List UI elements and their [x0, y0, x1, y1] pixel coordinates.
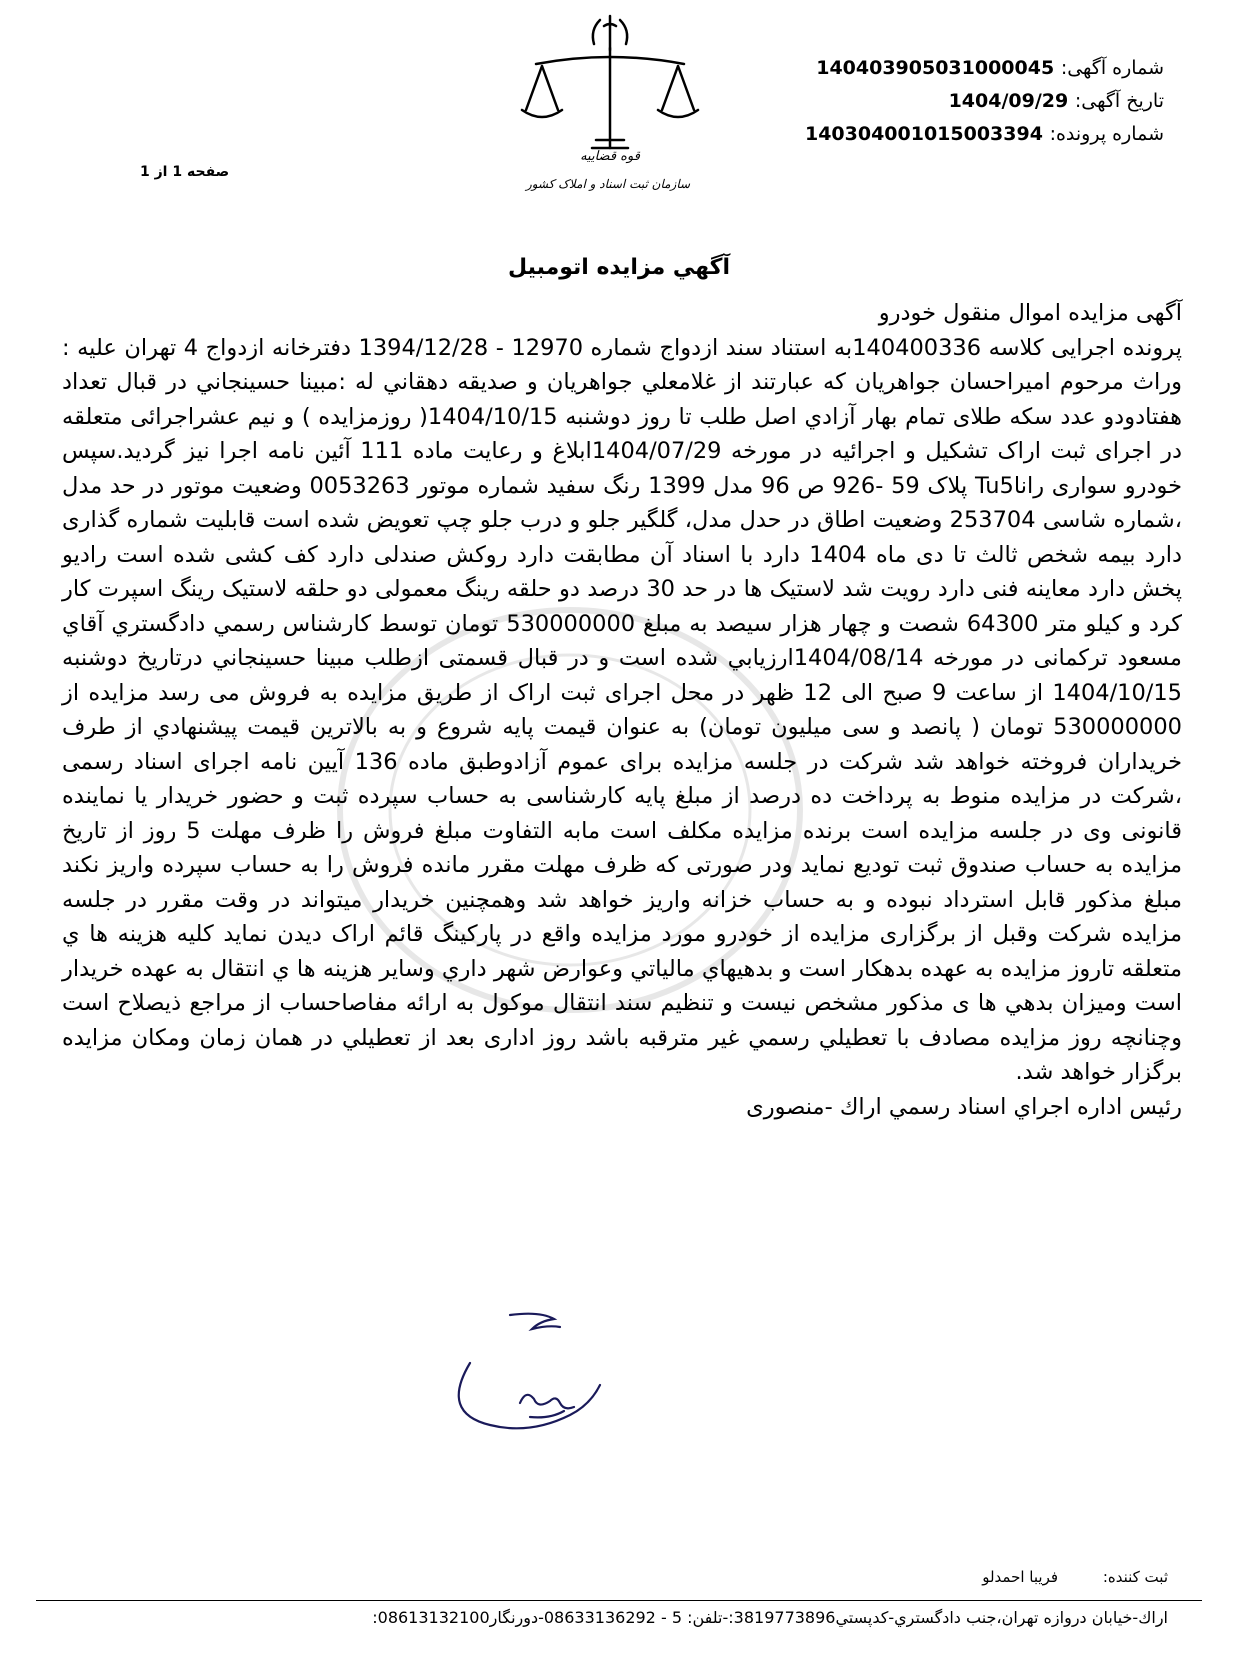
notice-body: [62, 296, 1182, 1124]
notice-date-label: تاریخ آگهی:: [1074, 90, 1164, 112]
registrar-row: [982, 1568, 1168, 1586]
body-paragraph: پرونده اجرایی کلاسه 140400336به استناد سند ازدواج شماره 12970 - 1394/12/28 دفترخانه ازدواج 4 تهران علیه : وراث مرحوم اميراحسان جواهريان كه عبارتند از غلامعلي جواهريان و صديقه دهقاني له :مبينا حسينجاني در قبال تعداد هفتادودو عدد سکه طلای تمام بهار آزادي اصل طلب تا روز دوشنبه 1404/10/15( روزمزایده ) و نیم عشراجرائی متعلقه در اجرای ثبت اراک تشکیل و اجرائیه در مورخه 1404/07/29ابلاغ و رعایت ماده 111 آئین نامه اجرا نیز گردید.سپس خودرو سواری رانا‏Tu5 پلاک 59 -926 ص 96 مدل 1399 رنگ سفيد شماره موتور 0053263 وضعيت موتور در حد مدل ،شماره شاسی 253704 وضعیت اطاق در حدل مدل، گلگیر جلو و درب جلو چپ تعویض شده است قابلیت شماره گذاری دارد بیمه شخص ثالث تا دی ماه 1404 دارد با اسناد آن مطابقت دارد روکش صندلی دارد کف کشی شده است رادیو پخش دارد معاینه فنی دارد رویت شد لاستیک ها در حد 30 درصد دو حلقه رینگ معمولی دو حلقه لاستیک رینگ اسپرت کار کرد و کیلو متر 64300 شصت و چهار هزار سیصد به مبلغ 530000000 تومان توسط كارشناس رسمي دادگستري آقاي مسعود ترکمانی در مورخه 1404/08/14ارزيابي شده است و در قبال قسمتی ازطلب مبینا حسينجاني درتاريخ دوشنبه 1404/10/15 از ساعت 9 صبح الی 12 ظهر در محل اجرای ثبت اراک از طریق مزایده به فروش می رسد مزایده از 530000000 تومان ( پانصد و سی میلیون تومان) به عنوان قيمت پايه شروع و به بالاترين قيمت پيشنهادي از طرف خريداران فروخته خواهد شد شرکت در جلسه مزایده برای عموم آزادوطبق ماده 136 آیین نامه اجرای اسناد رسمی ،شرکت در مزایده منوط به پرداخت ده درصد از مبلغ پایه کارشناسی به حساب سپرده ثبت و حضور خریدار یا نماینده قانونی وی در جلسه مزایده است برنده مزایده مکلف است مابه التفاوت مبلغ فروش را ظرف مهلت 5 روز از تاریخ مزایده به حساب صندوق ثبت تودیع نماید ودر صورتی که ظرف مهلت مقرر مانده فروش را به حساب سپرده واریز نکند مبلغ مذکور قابل استرداد نبوده و به حساب خزانه واریز خواهد شد وهمچنین خریدار میتواند در وقت مقرر در جلسه مزایده شرکت وقبل از برگزاری مزایده از خودرو مورد مزایده واقع در پارکینگ قائم اراک دیدن نماید کليه هزينه ها ي متعلقه تاروز مزايده به عهده بدهكار است و بدهيهاي مالياتي وعوارض شهر داري وساير هزينه ها ي انتقال به عهده خريدار است وميزان بدهي ها ی مذكور مشخص نيست و تنظيم سند انتقال موكول به ارائه مفاصاحساب از مراجع ذيصلاح است وچنانچه روز مزايده مصادف با تعطيلي رسمي غير مترقبه باشد روز اداری بعد از تعطيلي در همان زمان ومكان مزايده برگزار خواهد شد.: [62, 334, 1183, 1085]
notice-date: 1404/09/29: [948, 90, 1069, 112]
notice-number-label: شماره آگهی:: [1060, 57, 1164, 79]
page-title: آگهي مزايده اتومبيل: [507, 255, 731, 280]
notice-number: 140403905031000045: [816, 57, 1055, 79]
emblem-caption-2: سازمان ثبت اسناد و املاک کشور: [525, 177, 691, 191]
body-heading: آگهی مزایده اموال منقول خودرو: [878, 300, 1182, 326]
judiciary-emblem-icon: [500, 8, 720, 208]
footer-divider: [36, 1600, 1202, 1601]
notice-metadata: [805, 52, 1164, 151]
footer-address: اراك-خيابان دروازه تهران،جنب دادگستري-كدپستي3819773896:-تلفن: 5 - 08633136292-دورنگار08613132100:: [372, 1608, 1168, 1627]
closing-signatory: رئيس اداره اجراي اسناد رسمي اراك -منصوری: [746, 1093, 1182, 1120]
registrar-name: فريبا احمدلو: [982, 1568, 1059, 1586]
registrar-label: ثبت کننده:: [1102, 1568, 1168, 1586]
file-number-label: شماره پرونده:: [1049, 123, 1164, 145]
notice-date-row: [805, 85, 1164, 118]
page-indicator: صفحه 1 از 1: [140, 164, 230, 180]
file-number: 140304001015003394: [804, 123, 1043, 145]
file-number-row: [805, 118, 1164, 151]
notice-number-row: [805, 52, 1164, 85]
emblem-caption-1: قوه قضاییه: [580, 149, 640, 164]
handwritten-signature-icon: [430, 1305, 630, 1455]
